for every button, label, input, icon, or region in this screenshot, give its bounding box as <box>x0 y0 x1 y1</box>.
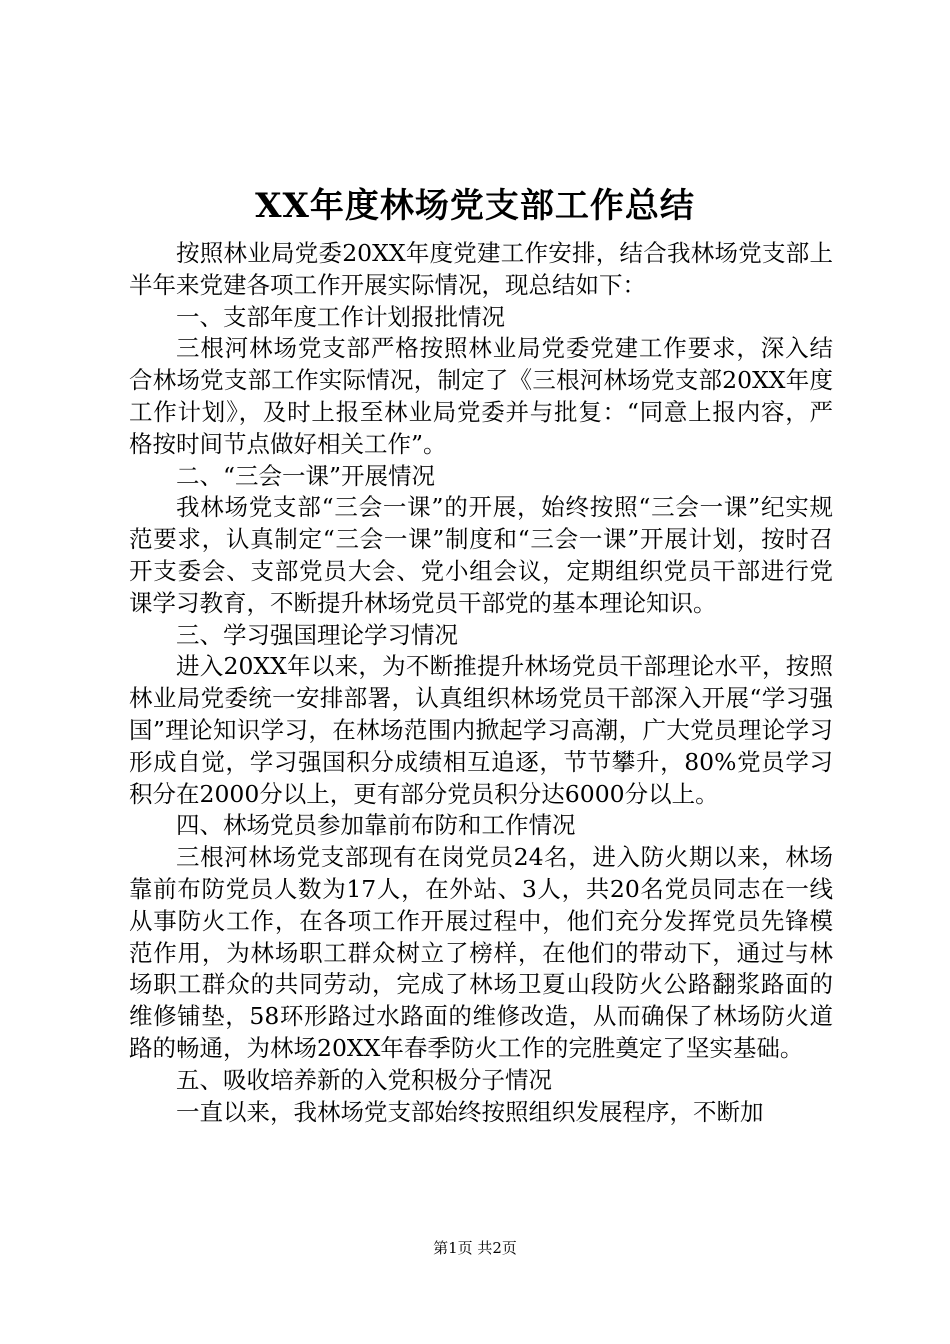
document-title: XX年度林场党支部工作总结 <box>255 186 695 226</box>
section-paragraph-1: 三根河林场党支部严格按照林业局党委党建工作要求，深入结合林场党支部工作实际情况，制定了《三根河林场党支部20XX年度工作计划》，及时上报至林业局党委并与批复：“同意上报内容，严格按时间节点做好相关工作”。 <box>129 334 833 458</box>
section-paragraph-3: 进入20XX年以来，为不断推提升林场党员干部理论水平，按照林业局党委统一安排部署，认真组织林场党员干部深入开展“学习强国”理论知识学习，在林场范围内掀起学习高潮，广大党员理论学习形成自觉，学习强国积分成绩相互追逐，节节攀升，80%党员学习积分在2000分以上，更有部分党员积分达6000分以上。 <box>129 652 833 808</box>
section-paragraph-4: 三根河林场党支部现有在岗党员24名，进入防火期以来，林场靠前布防党员人数为17人，在外站、3人，共20名党员同志在一线从事防火工作，在各项工作开展过程中，他们充分发挥党员先锋模范作用，为林场职工群众树立了榜样，在他们的带动下，通过与林场职工群众的共同劳动，完成了林场卫夏山段防火公路翻浆路面的维修铺垫，58环形路过水路面的维修改造，从而确保了林场防火道路的畅通，为林场20XX年春季防火工作的完胜奠定了坚实基础。 <box>129 843 833 1062</box>
intro-paragraph: 按照林业局党委20XX年度党建工作安排，结合我林场党支部上半年来党建各项工作开展实际情况，现总结如下： <box>129 239 833 299</box>
section-heading-3: 三、学习强国理论学习情况 <box>176 620 458 649</box>
section-heading-5: 五、吸收培养新的入党积极分子情况 <box>176 1065 552 1094</box>
section-heading-1: 一、支部年度工作计划报批情况 <box>176 302 505 331</box>
document-body <box>129 238 833 1128</box>
page-number-footer: 第1页 共2页 <box>433 1239 517 1257</box>
section-paragraph-2: 我林场党支部“三会一课”的开展，始终按照“三会一课”纪实规范要求，认真制定“三会一课”制度和“三会一课”开展计划，按时召开支委会、支部党员大会、党小组会议，定期组织党员干部进行党课学习教育，不断提升林场党员干部党的基本理论知识。 <box>129 493 833 617</box>
section-heading-4: 四、林场党员参加靠前布防和工作情况 <box>176 811 576 840</box>
section-paragraph-5: 一直以来，我林场党支部始终按照组织发展程序，不断加 <box>176 1097 764 1126</box>
section-heading-2: 二、“三会一课”开展情况 <box>176 461 436 490</box>
